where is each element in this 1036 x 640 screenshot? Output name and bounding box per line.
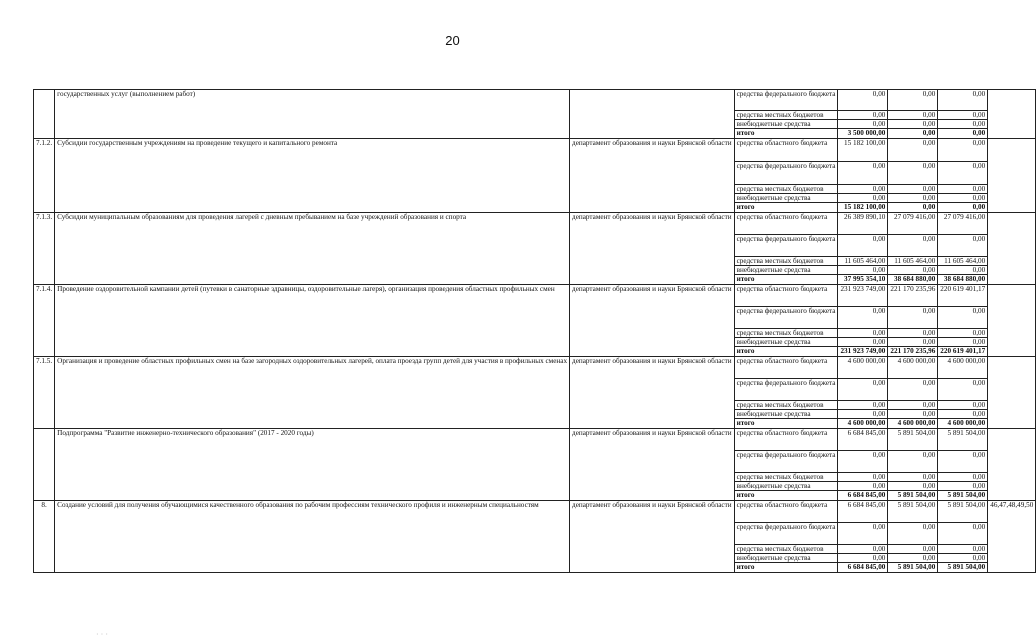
amount-year-3: 5 891 504,00 bbox=[938, 563, 988, 573]
amount-year-3: 0,00 bbox=[938, 473, 988, 482]
amount-year-2: 5 891 504,00 bbox=[888, 501, 938, 523]
indicator-links bbox=[988, 213, 1036, 285]
funding-source: средства федерального бюджета bbox=[734, 451, 838, 473]
budget-table bbox=[33, 89, 1036, 573]
activity-name: Субсидии государственным учреждениям на проведение текущего и капитального ремонта bbox=[55, 139, 570, 213]
amount-year-1: 6 684 845,00 bbox=[838, 501, 888, 523]
amount-year-3: 0,00 bbox=[938, 482, 988, 491]
table-row bbox=[34, 285, 1036, 307]
amount-year-3: 5 891 504,00 bbox=[938, 501, 988, 523]
amount-year-2: 0,00 bbox=[888, 545, 938, 554]
amount-year-1: 0,00 bbox=[838, 329, 888, 338]
item-number: 7.1.5. bbox=[34, 357, 55, 429]
amount-year-1: 0,00 bbox=[838, 194, 888, 203]
amount-year-1: 0,00 bbox=[838, 266, 888, 275]
funding-source: средства областного бюджета bbox=[734, 429, 838, 451]
table-row bbox=[34, 501, 1036, 523]
executor: департамент образования и науки Брянской области bbox=[570, 429, 735, 501]
amount-year-1: 26 389 890,10 bbox=[838, 213, 888, 235]
amount-year-1: 15 182 100,00 bbox=[838, 203, 888, 213]
funding-source: итого bbox=[734, 491, 838, 501]
amount-year-1: 37 995 354,10 bbox=[838, 275, 888, 285]
amount-year-1: 0,00 bbox=[838, 120, 888, 129]
scan-specks: · · · bbox=[96, 630, 108, 639]
amount-year-2: 0,00 bbox=[888, 139, 938, 162]
amount-year-2: 0,00 bbox=[888, 120, 938, 129]
amount-year-2: 0,00 bbox=[888, 194, 938, 203]
funding-source: итого bbox=[734, 129, 838, 139]
executor: департамент образования и науки Брянской области bbox=[570, 357, 735, 429]
amount-year-3: 0,00 bbox=[938, 111, 988, 120]
amount-year-3: 0,00 bbox=[938, 401, 988, 410]
table-row bbox=[34, 90, 1036, 111]
amount-year-3: 38 684 880,00 bbox=[938, 275, 988, 285]
amount-year-1: 0,00 bbox=[838, 545, 888, 554]
amount-year-1: 0,00 bbox=[838, 111, 888, 120]
amount-year-1: 231 923 749,00 bbox=[838, 347, 888, 357]
amount-year-2: 5 891 504,00 bbox=[888, 429, 938, 451]
funding-source: средства местных бюджетов bbox=[734, 329, 838, 338]
executor: департамент образования и науки Брянской области bbox=[570, 213, 735, 285]
amount-year-2: 0,00 bbox=[888, 451, 938, 473]
amount-year-3: 0,00 bbox=[938, 523, 988, 545]
amount-year-2: 0,00 bbox=[888, 410, 938, 419]
amount-year-3: 11 605 464,00 bbox=[938, 257, 988, 266]
amount-year-1: 6 684 845,00 bbox=[838, 429, 888, 451]
funding-source: внебюджетные средства bbox=[734, 554, 838, 563]
amount-year-1: 15 182 100,00 bbox=[838, 139, 888, 162]
funding-source: средства местных бюджетов bbox=[734, 545, 838, 554]
amount-year-2: 0,00 bbox=[888, 482, 938, 491]
amount-year-3: 5 891 504,00 bbox=[938, 491, 988, 501]
funding-source: средства федерального бюджета bbox=[734, 379, 838, 401]
amount-year-3: 0,00 bbox=[938, 329, 988, 338]
funding-source: средства федерального бюджета bbox=[734, 235, 838, 257]
funding-source: внебюджетные средства bbox=[734, 410, 838, 419]
amount-year-1: 3 500 000,00 bbox=[838, 129, 888, 139]
table-row bbox=[34, 357, 1036, 379]
indicator-links bbox=[988, 285, 1036, 357]
amount-year-3: 0,00 bbox=[938, 554, 988, 563]
funding-source: средства федерального бюджета bbox=[734, 90, 838, 111]
table-row bbox=[34, 213, 1036, 235]
amount-year-1: 0,00 bbox=[838, 410, 888, 419]
amount-year-3: 27 079 416,00 bbox=[938, 213, 988, 235]
item-number bbox=[34, 429, 55, 501]
amount-year-1: 6 684 845,00 bbox=[838, 563, 888, 573]
amount-year-1: 0,00 bbox=[838, 90, 888, 111]
funding-source: итого bbox=[734, 275, 838, 285]
amount-year-3: 0,00 bbox=[938, 545, 988, 554]
amount-year-2: 0,00 bbox=[888, 162, 938, 185]
amount-year-2: 0,00 bbox=[888, 266, 938, 275]
item-number bbox=[34, 90, 55, 139]
amount-year-3: 0,00 bbox=[938, 139, 988, 162]
funding-source: итого bbox=[734, 347, 838, 357]
amount-year-1: 0,00 bbox=[838, 401, 888, 410]
funding-source: итого bbox=[734, 563, 838, 573]
funding-source: средства местных бюджетов bbox=[734, 185, 838, 194]
activity-name: Создание условий для получения обучающимися качественного образования по рабочим профессиям технического профиля и инженерным специальностям bbox=[55, 501, 570, 573]
indicator-links bbox=[988, 357, 1036, 429]
amount-year-1: 0,00 bbox=[838, 523, 888, 545]
executor: департамент образования и науки Брянской области bbox=[570, 285, 735, 357]
amount-year-1: 0,00 bbox=[838, 307, 888, 329]
activity-name: Субсидии муниципальным образованиям для проведения лагерей с дневным пребыванием на базе учреждений образования и спорта bbox=[55, 213, 570, 285]
executor: департамент образования и науки Брянской области bbox=[570, 139, 735, 213]
item-number: 7.1.3. bbox=[34, 213, 55, 285]
amount-year-2: 221 170 235,96 bbox=[888, 347, 938, 357]
amount-year-3: 4 600 000,00 bbox=[938, 419, 988, 429]
funding-source: итого bbox=[734, 419, 838, 429]
amount-year-3: 0,00 bbox=[938, 185, 988, 194]
amount-year-1: 0,00 bbox=[838, 379, 888, 401]
amount-year-2: 0,00 bbox=[888, 523, 938, 545]
amount-year-1: 0,00 bbox=[838, 482, 888, 491]
activity-name: Организация и проведение областных профильных смен на базе загородных оздоровительных лагерей, оплата проезда групп детей для участия в профильных сменах bbox=[55, 357, 570, 429]
amount-year-1: 0,00 bbox=[838, 185, 888, 194]
funding-source: средства областного бюджета bbox=[734, 139, 838, 162]
amount-year-2: 27 079 416,00 bbox=[888, 213, 938, 235]
amount-year-3: 0,00 bbox=[938, 451, 988, 473]
amount-year-1: 0,00 bbox=[838, 554, 888, 563]
amount-year-2: 0,00 bbox=[888, 185, 938, 194]
amount-year-3: 220 619 401,17 bbox=[938, 285, 988, 307]
amount-year-2: 11 605 464,00 bbox=[888, 257, 938, 266]
amount-year-3: 0,00 bbox=[938, 194, 988, 203]
funding-source: внебюджетные средства bbox=[734, 120, 838, 129]
executor bbox=[570, 90, 735, 139]
amount-year-1: 231 923 749,00 bbox=[838, 285, 888, 307]
amount-year-3: 0,00 bbox=[938, 162, 988, 185]
amount-year-3: 0,00 bbox=[938, 235, 988, 257]
executor: департамент образования и науки Брянской области bbox=[570, 501, 735, 573]
funding-source: средства федерального бюджета bbox=[734, 523, 838, 545]
amount-year-3: 0,00 bbox=[938, 379, 988, 401]
funding-source: внебюджетные средства bbox=[734, 482, 838, 491]
amount-year-3: 0,00 bbox=[938, 410, 988, 419]
amount-year-2: 0,00 bbox=[888, 473, 938, 482]
item-number: 7.1.2. bbox=[34, 139, 55, 213]
funding-source: средства местных бюджетов bbox=[734, 257, 838, 266]
amount-year-2: 0,00 bbox=[888, 379, 938, 401]
funding-source: средства местных бюджетов bbox=[734, 473, 838, 482]
amount-year-2: 221 170 235,96 bbox=[888, 285, 938, 307]
funding-source: средства местных бюджетов bbox=[734, 111, 838, 120]
amount-year-3: 0,00 bbox=[938, 307, 988, 329]
amount-year-1: 4 600 000,00 bbox=[838, 357, 888, 379]
page-number: 20 bbox=[445, 33, 460, 48]
amount-year-3: 0,00 bbox=[938, 129, 988, 139]
amount-year-1: 4 600 000,00 bbox=[838, 419, 888, 429]
amount-year-1: 6 684 845,00 bbox=[838, 491, 888, 501]
table-row bbox=[34, 139, 1036, 162]
activity-name: Подпрограмма "Развитие инженерно-технического образования" (2017 - 2020 годы) bbox=[55, 429, 570, 501]
funding-source: внебюджетные средства bbox=[734, 338, 838, 347]
amount-year-3: 4 600 000,00 bbox=[938, 357, 988, 379]
funding-source: внебюджетные средства bbox=[734, 266, 838, 275]
amount-year-2: 5 891 504,00 bbox=[888, 491, 938, 501]
amount-year-1: 0,00 bbox=[838, 338, 888, 347]
amount-year-2: 0,00 bbox=[888, 203, 938, 213]
amount-year-3: 0,00 bbox=[938, 90, 988, 111]
funding-source: средства областного бюджета bbox=[734, 501, 838, 523]
indicator-links bbox=[988, 429, 1036, 501]
amount-year-3: 0,00 bbox=[938, 203, 988, 213]
amount-year-1: 0,00 bbox=[838, 451, 888, 473]
item-number: 7.1.4. bbox=[34, 285, 55, 357]
funding-source: средства федерального бюджета bbox=[734, 162, 838, 185]
amount-year-2: 0,00 bbox=[888, 129, 938, 139]
amount-year-2: 5 891 504,00 bbox=[888, 563, 938, 573]
amount-year-2: 0,00 bbox=[888, 554, 938, 563]
funding-source: средства областного бюджета bbox=[734, 285, 838, 307]
item-number: 8. bbox=[34, 501, 55, 573]
activity-name: государственных услуг (выполнением работ) bbox=[55, 90, 570, 139]
amount-year-2: 0,00 bbox=[888, 338, 938, 347]
amount-year-3: 5 891 504,00 bbox=[938, 429, 988, 451]
indicator-links bbox=[988, 139, 1036, 213]
amount-year-1: 0,00 bbox=[838, 162, 888, 185]
amount-year-3: 220 619 401,17 bbox=[938, 347, 988, 357]
funding-source: средства федерального бюджета bbox=[734, 307, 838, 329]
amount-year-2: 4 600 000,00 bbox=[888, 419, 938, 429]
amount-year-2: 0,00 bbox=[888, 235, 938, 257]
amount-year-2: 0,00 bbox=[888, 90, 938, 111]
amount-year-2: 0,00 bbox=[888, 401, 938, 410]
table-row bbox=[34, 429, 1036, 451]
funding-source: средства местных бюджетов bbox=[734, 401, 838, 410]
amount-year-2: 0,00 bbox=[888, 111, 938, 120]
amount-year-2: 4 600 000,00 bbox=[888, 357, 938, 379]
amount-year-2: 38 684 880,00 bbox=[888, 275, 938, 285]
amount-year-2: 0,00 bbox=[888, 307, 938, 329]
indicator-links bbox=[988, 90, 1036, 139]
activity-name: Проведение оздоровительной кампании детей (путевки в санаторные здравницы, оздоровительные лагеря), организация проведения областных профильных смен bbox=[55, 285, 570, 357]
funding-source: средства областного бюджета bbox=[734, 357, 838, 379]
funding-source: средства областного бюджета bbox=[734, 213, 838, 235]
amount-year-3: 0,00 bbox=[938, 120, 988, 129]
indicator-links: 46,47,48,49,50 bbox=[988, 501, 1036, 573]
amount-year-3: 0,00 bbox=[938, 338, 988, 347]
amount-year-1: 0,00 bbox=[838, 235, 888, 257]
funding-source: внебюджетные средства bbox=[734, 194, 838, 203]
funding-source: итого bbox=[734, 203, 838, 213]
amount-year-2: 0,00 bbox=[888, 329, 938, 338]
amount-year-1: 0,00 bbox=[838, 473, 888, 482]
amount-year-1: 11 605 464,00 bbox=[838, 257, 888, 266]
amount-year-3: 0,00 bbox=[938, 266, 988, 275]
